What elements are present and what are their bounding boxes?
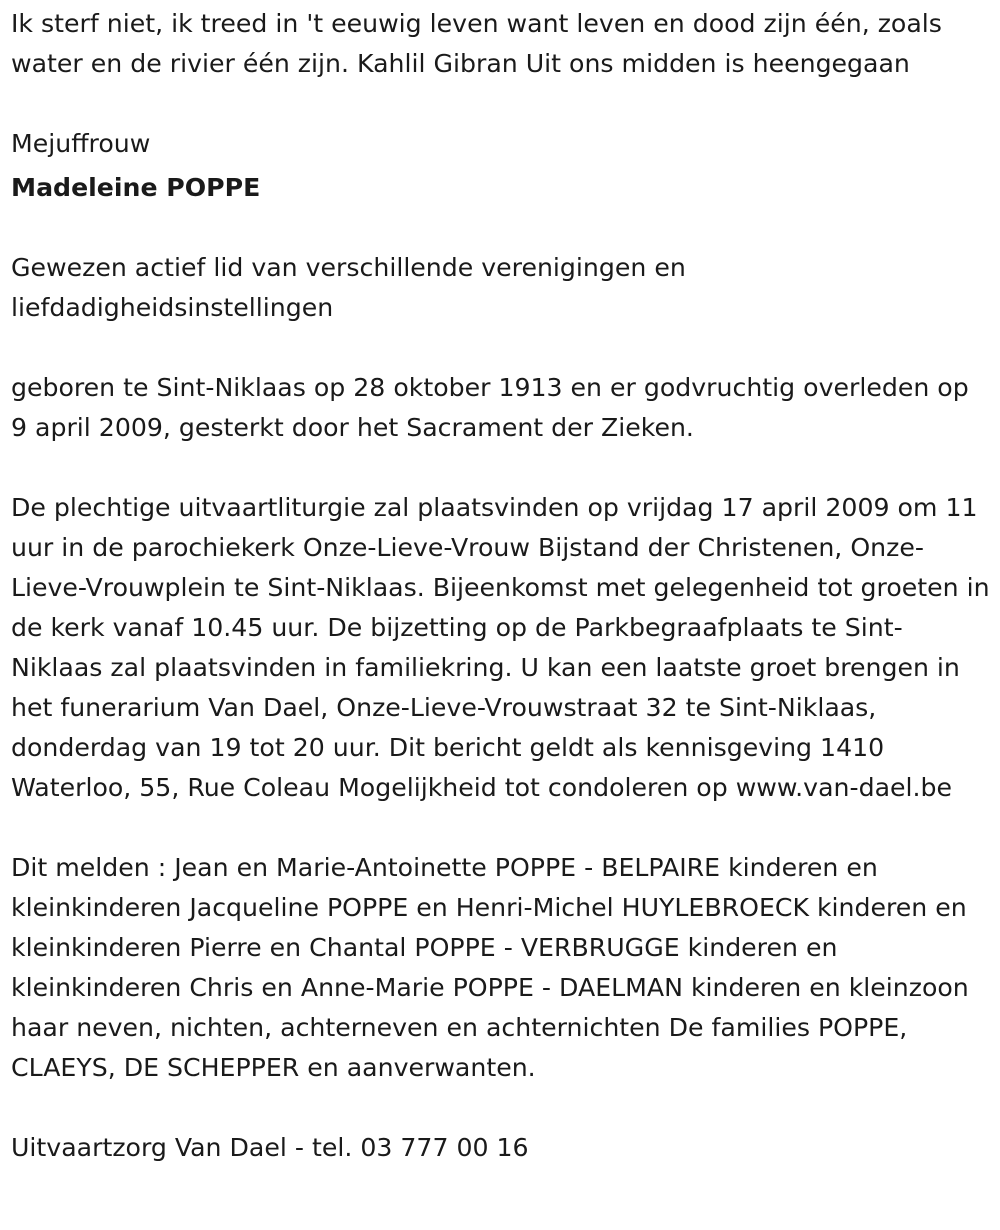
honorific: Mejuffrouw xyxy=(11,129,151,158)
family-announcement: Dit melden : Jean en Marie-Antoinette POPPE - BELPAIRE kinderen en kleinkinderen Jacqueline POPPE en Henri-Michel HUYLEBROECK kinderen en kleinkinderen Pierre en Chantal POPPE - VERBRUGGE kinderen en kleinkinderen Chris en Anne-Marie POPPE - DAELMAN kinderen en kleinzoon haar neven, nichten, achterneven en achternichten De families POPPE, CLAEYS, DE SCHEPPER en aanverwanten. xyxy=(11,853,969,1082)
funeral-info: De plechtige uitvaartliturgie zal plaatsvinden op vrijdag 17 april 2009 om 11 uur in de parochiekerk Onze-Lieve-Vrouw Bijstand der Christenen, Onze-Lieve-Vrouwplein te Sint-Niklaas. Bijeenkomst met gelegenheid tot groeten in de kerk vanaf 10.45 uur. De bijzetting op de Parkbegraafplaats te Sint-Niklaas zal plaatsvinden in familiekring. U kan een laatste groet brengen in het funerarium Van Dael, Onze-Lieve-Vrouwstraat 32 te Sint-Niklaas, donderdag van 19 tot 20 uur. Dit bericht geldt als kennisgeving 1410 Waterloo, 55, Rue Coleau Mogelijkheid tot condoleren op www.van-dael.be xyxy=(11,493,990,802)
opening-quote: Ik sterf niet, ik treed in 't eeuwig leven want leven en dood zijn één, zoals water en de rivier één zijn. Kahlil Gibran Uit ons midden is heengegaan xyxy=(11,9,942,78)
spacer xyxy=(11,84,991,124)
spacer xyxy=(11,208,991,248)
deceased-name: Madeleine POPPE xyxy=(11,173,261,202)
spacer xyxy=(11,448,991,488)
spacer xyxy=(11,328,991,368)
description: Gewezen actief lid van verschillende verenigingen en liefdadigheidsinstellingen xyxy=(11,253,686,322)
funeral-home-contact: Uitvaartzorg Van Dael - tel. 03 777 00 16 xyxy=(11,1133,529,1162)
birth-death-info: geboren te Sint-Niklaas op 28 oktober 1913 en er godvruchtig overleden op 9 april 2009, gesterkt door het Sacrament der Zieken. xyxy=(11,373,969,442)
obituary-document xyxy=(11,4,991,1168)
spacer xyxy=(11,1088,991,1128)
spacer xyxy=(11,808,991,848)
